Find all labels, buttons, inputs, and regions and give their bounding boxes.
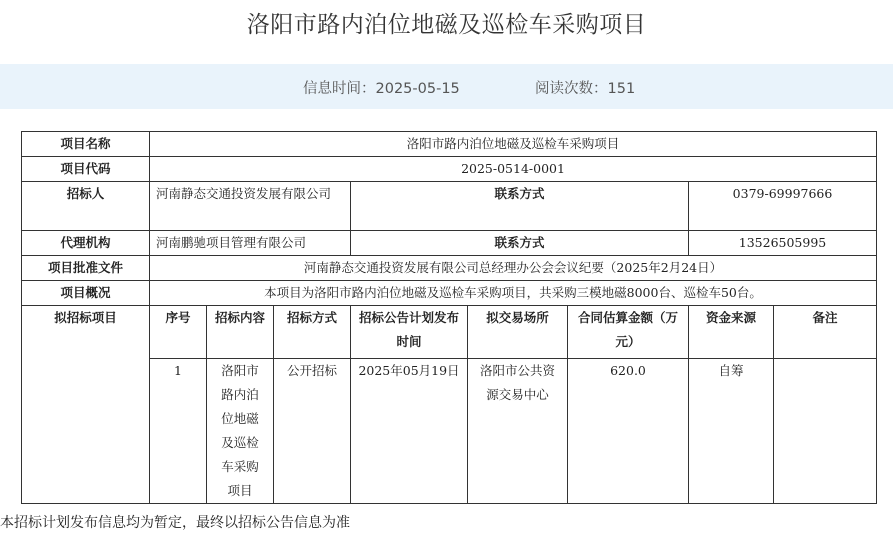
cell-content: 洛阳市路内泊位地磁及巡检车采购项目 <box>207 359 274 504</box>
project-code-label: 项目代码 <box>22 157 150 182</box>
row-project-code <box>22 157 877 182</box>
agent-value: 河南鹏驰项目管理有限公司 <box>150 231 351 256</box>
cell-remarks <box>774 359 877 504</box>
page-title: 洛阳市路内泊位地磁及巡检车采购项目 <box>246 12 647 38</box>
header-seq: 序号 <box>150 306 207 359</box>
tenderer-label: 招标人 <box>22 182 150 231</box>
header-method: 招标方式 <box>274 306 351 359</box>
planned-project-label: 拟招标项目 <box>22 306 150 504</box>
cell-amount: 620.0 <box>568 359 689 504</box>
project-name-value: 洛阳市路内泊位地磁及巡检车采购项目 <box>150 132 877 157</box>
project-code-value: 2025-0514-0001 <box>150 157 877 182</box>
tenderer-contact-label: 联系方式 <box>351 182 689 231</box>
cell-venue: 洛阳市公共资源交易中心 <box>468 359 568 504</box>
row-planned-header <box>22 306 877 359</box>
tenderer-value: 河南静态交通投资发展有限公司 <box>150 182 351 231</box>
agent-contact-label: 联系方式 <box>351 231 689 256</box>
cell-publish-time: 2025年05月19日 <box>351 359 468 504</box>
table-row <box>22 359 877 504</box>
disclaimer-note: 本招标计划发布信息均为暂定，最终以招标公告信息为准 <box>0 515 350 531</box>
header-publish-time: 招标公告计划发布时间 <box>351 306 468 359</box>
row-approval-document <box>22 256 877 281</box>
cell-funding: 自筹 <box>689 359 774 504</box>
info-meta-bar <box>0 64 893 109</box>
project-name-label: 项目名称 <box>22 132 150 157</box>
overview-label: 项目概况 <box>22 281 150 306</box>
header-remarks: 备注 <box>774 306 877 359</box>
info-time: 信息时间：2025-05-15 <box>303 81 460 97</box>
approval-label: 项目批准文件 <box>22 256 150 281</box>
agent-contact-value: 13526505995 <box>689 231 877 256</box>
header-funding: 资金来源 <box>689 306 774 359</box>
approval-value: 河南静态交通投资发展有限公司总经理办公会会议纪要（2025年2月24日） <box>150 256 877 281</box>
tenderer-contact-value: 0379-69997666 <box>689 182 877 231</box>
row-project-name <box>22 132 877 157</box>
overview-value: 本项目为洛阳市路内泊位地磁及巡检车采购项目，共采购三模地磁8000台、巡检车50台。 <box>150 281 877 306</box>
header-venue: 拟交易场所 <box>468 306 568 359</box>
header-content: 招标内容 <box>207 306 274 359</box>
row-agent <box>22 231 877 256</box>
header-amount: 合同估算金额（万元） <box>568 306 689 359</box>
row-tenderer <box>22 182 877 231</box>
read-count: 阅读次数：151 <box>535 81 636 97</box>
row-project-overview <box>22 281 877 306</box>
project-info-table <box>21 131 877 504</box>
cell-seq: 1 <box>150 359 207 504</box>
cell-method: 公开招标 <box>274 359 351 504</box>
agent-label: 代理机构 <box>22 231 150 256</box>
